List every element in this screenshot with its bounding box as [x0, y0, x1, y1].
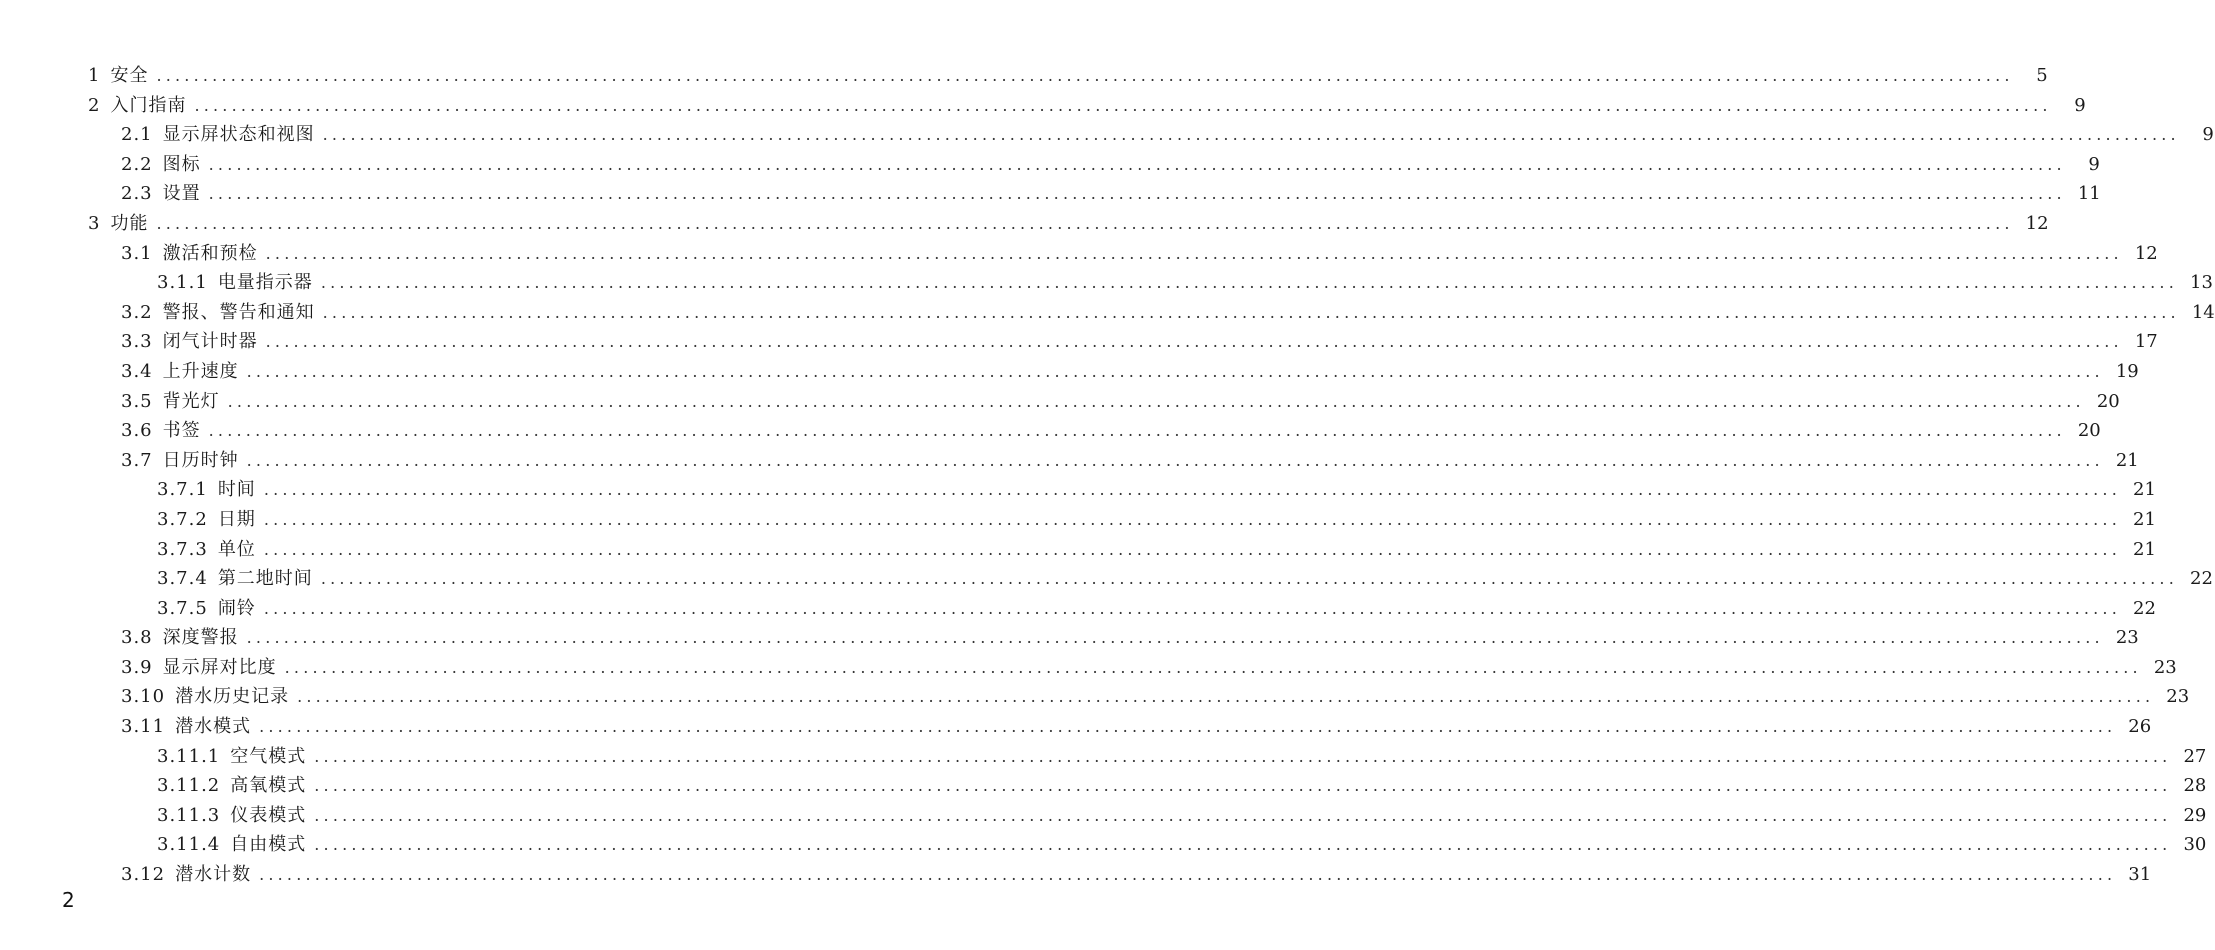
dot-leader: ........................................................................................................................................................................................................ — [265, 332, 2123, 352]
toc-entry-number: 3.1 — [121, 242, 153, 264]
toc-entry-page: 20 — [2077, 420, 2101, 442]
toc-entry-title: 闹铃 — [217, 597, 256, 619]
toc-entry[interactable] — [88, 830, 2207, 860]
toc-entry-number: 3.5 — [121, 390, 153, 412]
toc-entry-title: 时间 — [217, 479, 256, 501]
toc-entry[interactable] — [88, 91, 2086, 121]
toc-entry[interactable] — [88, 239, 2158, 269]
toc-entry-title: 功能 — [110, 212, 149, 234]
toc-entry-number: 1 — [88, 65, 101, 86]
dot-leader: ........................................................................................................................................................................................................ — [156, 66, 2014, 85]
toc-entry[interactable] — [88, 357, 2139, 387]
toc-entry-page: 5 — [2036, 65, 2048, 86]
toc-entry-number: 3.3 — [121, 331, 153, 353]
dot-leader: ........................................................................................................................................................................................................ — [246, 628, 2104, 648]
toc-entry-number: 3.8 — [121, 627, 153, 649]
dot-leader: ........................................................................................................................................................................................................ — [156, 213, 2014, 233]
toc-entry-title: 书签 — [162, 420, 201, 442]
toc-entry-number: 3.11.3 — [157, 804, 221, 826]
toc-entry-title: 安全 — [110, 65, 149, 86]
toc-entry-number: 3.7.1 — [157, 479, 208, 501]
dot-leader: ........................................................................................................................................................................................................ — [314, 776, 2172, 796]
table-of-contents — [88, 61, 2215, 890]
toc-entry-title: 背光灯 — [162, 390, 220, 412]
toc-entry-number: 3.6 — [121, 420, 153, 442]
toc-entry-page: 22 — [2190, 568, 2213, 590]
toc-entry-number: 3.7.5 — [157, 597, 208, 619]
toc-entry-title: 显示屏状态和视图 — [162, 124, 315, 146]
dot-leader: ........................................................................................................................................................................................................ — [320, 569, 2178, 589]
toc-entry-page: 23 — [2153, 656, 2177, 678]
toc-entry-title: 自由模式 — [230, 834, 307, 856]
dot-leader: ........................................................................................................................................................................................................ — [265, 243, 2123, 263]
toc-entry-page: 9 — [2202, 124, 2214, 146]
toc-entry-page: 12 — [2025, 212, 2049, 234]
toc-entry[interactable] — [88, 327, 2158, 357]
dot-leader: ........................................................................................................................................................................................................ — [320, 273, 2178, 293]
dot-leader: ........................................................................................................................................................................................................ — [263, 598, 2121, 618]
toc-entry-number: 3.11.2 — [157, 775, 221, 797]
toc-entry-page: 17 — [2134, 331, 2158, 353]
toc-entry-number: 2.2 — [121, 153, 153, 175]
toc-entry[interactable] — [88, 771, 2207, 801]
toc-entry[interactable] — [88, 268, 2213, 298]
dot-leader: ........................................................................................................................................................................................................ — [259, 865, 2117, 885]
toc-entry-page: 21 — [2115, 449, 2139, 471]
toc-entry-page: 21 — [2133, 479, 2156, 501]
dot-leader: ........................................................................................................................................................................................................ — [208, 421, 2066, 441]
dot-leader: ........................................................................................................................................................................................................ — [297, 687, 2155, 707]
toc-entry[interactable] — [88, 505, 2156, 535]
toc-entry-page: 29 — [2183, 804, 2207, 826]
toc-entry[interactable] — [88, 623, 2139, 653]
toc-entry-number: 3.7.2 — [157, 508, 208, 530]
toc-entry-page: 14 — [2191, 301, 2215, 323]
toc-entry[interactable] — [88, 682, 2190, 712]
toc-entry-number: 3.10 — [121, 686, 166, 708]
toc-entry-number: 3.7.3 — [157, 538, 208, 560]
toc-entry[interactable] — [88, 564, 2213, 594]
toc-entry-page: 9 — [2088, 153, 2100, 175]
toc-entry-page: 12 — [2134, 242, 2158, 264]
toc-entry-number: 3.7 — [121, 449, 153, 471]
toc-entry-number: 3.7.4 — [157, 568, 208, 590]
dot-leader: ........................................................................................................................................................................................................ — [208, 154, 2066, 174]
toc-entry-number: 3.1.1 — [157, 272, 208, 294]
toc-entry-title: 第二地时间 — [217, 568, 313, 590]
toc-entry-number: 3.4 — [121, 360, 153, 382]
page-number: 2 — [62, 888, 75, 912]
toc-entry-number: 3.11 — [121, 716, 166, 738]
toc-entry-number: 2 — [88, 94, 101, 116]
toc-entry[interactable] — [88, 120, 2214, 150]
toc-entry-number: 2.1 — [121, 124, 153, 146]
dot-leader: ........................................................................................................................................................................................................ — [194, 95, 2052, 115]
dot-leader: ........................................................................................................................................................................................................ — [314, 835, 2172, 855]
toc-entry[interactable] — [88, 387, 2120, 417]
dot-leader: ........................................................................................................................................................................................................ — [314, 805, 2172, 825]
toc-entry-page: 27 — [2183, 745, 2207, 767]
dot-leader: ........................................................................................................................................................................................................ — [208, 184, 2066, 204]
toc-entry-title: 日历时钟 — [162, 449, 239, 471]
dot-leader: ........................................................................................................................................................................................................ — [263, 509, 2121, 529]
toc-entry-title: 潜水模式 — [175, 716, 252, 738]
toc-entry-page: 26 — [2128, 716, 2152, 738]
toc-entry-page: 20 — [2096, 390, 2120, 412]
toc-entry-number: 3.11.1 — [157, 745, 221, 767]
toc-entry[interactable] — [88, 416, 2101, 446]
toc-entry-number: 3.12 — [121, 864, 166, 886]
toc-entry-title: 上升速度 — [162, 360, 239, 382]
toc-entry-page: 31 — [2128, 864, 2152, 886]
dot-leader: ........................................................................................................................................................................................................ — [227, 391, 2085, 411]
dot-leader: ........................................................................................................................................................................................................ — [246, 361, 2104, 381]
toc-entry-page: 28 — [2183, 775, 2207, 797]
toc-entry-page: 23 — [2115, 627, 2139, 649]
toc-entry-title: 日期 — [217, 508, 256, 530]
toc-entry[interactable] — [88, 594, 2156, 624]
toc-entry-page: 23 — [2166, 686, 2190, 708]
dot-leader: ........................................................................................................................................................................................................ — [322, 302, 2180, 322]
toc-entry-page: 13 — [2190, 272, 2213, 294]
toc-entry[interactable] — [88, 535, 2156, 565]
toc-entry-title: 闭气计时器 — [162, 331, 258, 353]
toc-entry-title: 潜水计数 — [175, 864, 252, 886]
toc-entry-number: 3.11.4 — [157, 834, 221, 856]
toc-entry-page: 9 — [2074, 94, 2086, 116]
toc-entry-page: 21 — [2133, 538, 2156, 560]
toc-entry[interactable] — [88, 653, 2177, 683]
toc-entry-title: 警报、警告和通知 — [162, 301, 315, 323]
toc-entry[interactable] — [88, 150, 2100, 180]
toc-entry-title: 设置 — [162, 183, 201, 205]
toc-entry[interactable] — [88, 801, 2207, 831]
toc-entry-number: 3.9 — [121, 656, 153, 678]
toc-entry[interactable] — [88, 209, 2049, 239]
toc-entry[interactable] — [88, 446, 2139, 476]
toc-entry-title: 单位 — [217, 538, 256, 560]
dot-leader: ........................................................................................................................................................................................................ — [263, 480, 2121, 500]
toc-entry[interactable] — [88, 712, 2152, 742]
toc-entry[interactable] — [88, 298, 2215, 328]
toc-entry-title: 深度警报 — [162, 627, 239, 649]
toc-entry-title: 潜水历史记录 — [175, 686, 290, 708]
toc-entry-number: 2.3 — [121, 183, 153, 205]
toc-entry[interactable] — [88, 179, 2101, 209]
dot-leader: ........................................................................................................................................................................................................ — [263, 539, 2121, 559]
toc-entry-title: 图标 — [162, 153, 201, 175]
toc-entry-title: 空气模式 — [230, 745, 307, 767]
toc-entry-page: 11 — [2077, 183, 2101, 205]
dot-leader: ........................................................................................................................................................................................................ — [284, 657, 2142, 677]
toc-entry[interactable] — [88, 475, 2156, 505]
toc-entry-page: 21 — [2133, 508, 2156, 530]
toc-entry[interactable] — [88, 61, 2048, 91]
toc-entry-title: 仪表模式 — [230, 804, 307, 826]
dot-leader: ........................................................................................................................................................................................................ — [314, 746, 2172, 766]
toc-entry-number: 3 — [88, 212, 101, 234]
dot-leader: ........................................................................................................................................................................................................ — [259, 717, 2117, 737]
toc-entry-number: 3.2 — [121, 301, 153, 323]
toc-entry-title: 高氧模式 — [230, 775, 307, 797]
toc-entry[interactable] — [88, 742, 2207, 772]
toc-entry-page: 22 — [2133, 597, 2156, 619]
toc-entry-title: 入门指南 — [110, 94, 187, 116]
toc-entry-title: 电量指示器 — [217, 272, 313, 294]
toc-entry-title: 激活和预检 — [162, 242, 258, 264]
dot-leader: ........................................................................................................................................................................................................ — [322, 125, 2180, 145]
dot-leader: ........................................................................................................................................................................................................ — [246, 450, 2104, 470]
toc-entry-page: 19 — [2115, 360, 2139, 382]
toc-entry-title: 显示屏对比度 — [162, 656, 277, 678]
toc-entry-page: 30 — [2183, 834, 2207, 856]
toc-entry[interactable] — [88, 860, 2152, 890]
